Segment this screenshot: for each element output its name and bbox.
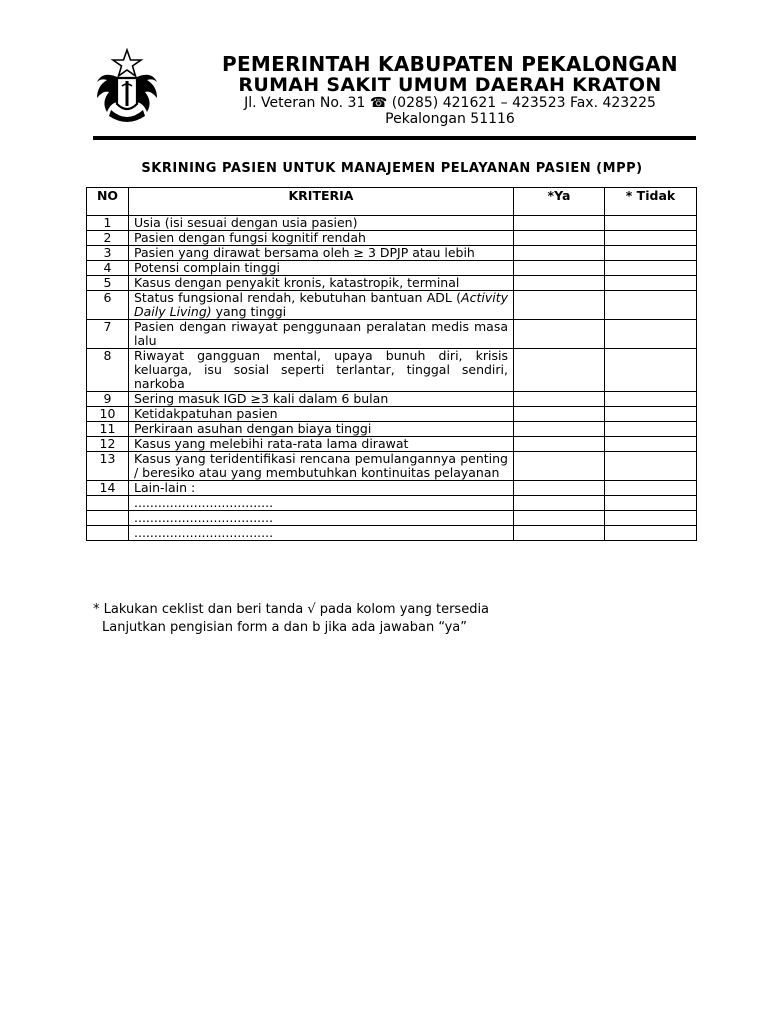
column-header-no-answer: * Tidak xyxy=(605,188,697,216)
row-criteria: Kasus yang melebihi rata-rata lama dirawat xyxy=(129,437,514,452)
yes-checkbox-cell[interactable] xyxy=(514,422,605,437)
row-number: 4 xyxy=(87,261,129,276)
footnote-instruction: * Lakukan ceklist dan beri tanda √ pada kolom yang tersedia xyxy=(93,602,490,617)
table-row xyxy=(87,291,697,320)
row-criteria: Pasien dengan riwayat penggunaan peralatan medis masa lalu xyxy=(129,320,514,349)
header-divider xyxy=(93,136,696,140)
table-row xyxy=(87,437,697,452)
row-number: 6 xyxy=(87,291,129,320)
yes-checkbox-cell[interactable] xyxy=(514,246,605,261)
row-number: 13 xyxy=(87,452,129,481)
no-checkbox-cell[interactable] xyxy=(605,392,697,407)
no-checkbox-cell[interactable] xyxy=(605,231,697,246)
column-header-no: NO xyxy=(87,188,129,216)
no-checkbox-cell[interactable] xyxy=(605,437,697,452)
yes-checkbox-cell[interactable] xyxy=(514,231,605,246)
row-number: 14 xyxy=(87,481,129,496)
row-number xyxy=(87,526,129,541)
no-checkbox-cell[interactable] xyxy=(605,481,697,496)
no-checkbox-cell[interactable] xyxy=(605,496,697,511)
row-criteria: Pasien dengan fungsi kognitif rendah xyxy=(129,231,514,246)
table-row xyxy=(87,276,697,291)
criteria-text: Status fungsional rendah, kebutuhan bantuan ADL ( xyxy=(134,290,462,305)
table-header-row xyxy=(87,188,697,216)
no-checkbox-cell[interactable] xyxy=(605,511,697,526)
row-criteria: Perkiraan asuhan dengan biaya tinggi xyxy=(129,422,514,437)
footnote-continuation: Lanjutkan pengisian form a dan b jika ada jawaban “ya” xyxy=(102,620,467,635)
yes-checkbox-cell[interactable] xyxy=(514,276,605,291)
row-number: 2 xyxy=(87,231,129,246)
other-criteria-field[interactable]: ................................... xyxy=(129,526,514,541)
no-checkbox-cell[interactable] xyxy=(605,276,697,291)
address-street: Jl. Veteran No. 31 xyxy=(244,95,366,111)
yes-checkbox-cell[interactable] xyxy=(514,526,605,541)
row-criteria: Ketidakpatuhan pasien xyxy=(129,407,514,422)
table-row xyxy=(87,216,697,231)
yes-checkbox-cell[interactable] xyxy=(514,216,605,231)
hospital-address xyxy=(170,95,730,111)
table-row xyxy=(87,526,697,541)
no-checkbox-cell[interactable] xyxy=(605,349,697,392)
other-criteria-field[interactable]: ................................... xyxy=(129,496,514,511)
row-criteria: Lain-lain : xyxy=(129,481,514,496)
criteria-italic-text: Activity Daily Living) xyxy=(134,290,508,319)
no-checkbox-cell[interactable] xyxy=(605,422,697,437)
telephone-icon: ☎ xyxy=(369,95,388,111)
row-criteria: Kasus yang teridentifikasi rencana pemulangannya penting / beresiko atau yang membutuhkan kontinuitas pelayanan xyxy=(129,452,514,481)
yes-checkbox-cell[interactable] xyxy=(514,437,605,452)
yes-checkbox-cell[interactable] xyxy=(514,496,605,511)
table-row xyxy=(87,261,697,276)
yes-checkbox-cell[interactable] xyxy=(514,452,605,481)
table-row xyxy=(87,392,697,407)
row-number: 3 xyxy=(87,246,129,261)
table-row xyxy=(87,481,697,496)
table-row xyxy=(87,407,697,422)
table-row xyxy=(87,349,697,392)
no-checkbox-cell[interactable] xyxy=(605,216,697,231)
no-checkbox-cell[interactable] xyxy=(605,320,697,349)
table-row xyxy=(87,422,697,437)
table-row xyxy=(87,452,697,481)
row-criteria: Usia (isi sesuai dengan usia pasien) xyxy=(129,216,514,231)
organization-name: PEMERINTAH KABUPATEN PEKALONGAN xyxy=(222,52,678,76)
table-row xyxy=(87,246,697,261)
row-number xyxy=(87,496,129,511)
row-number: 8 xyxy=(87,349,129,392)
row-criteria: Riwayat gangguan mental, upaya bunuh diri, krisis keluarga, isu sosial seperti terlantar, tinggal sendiri, narkoba xyxy=(129,349,514,392)
row-number: 11 xyxy=(87,422,129,437)
row-number: 9 xyxy=(87,392,129,407)
column-header-criteria: KRITERIA xyxy=(129,188,514,216)
criteria-text: yang tinggi xyxy=(211,304,287,319)
row-number: 7 xyxy=(87,320,129,349)
row-number: 10 xyxy=(87,407,129,422)
form-title: SKRINING PASIEN UNTUK MANAJEMEN PELAYANAN PASIEN (MPP) xyxy=(141,161,643,176)
yes-checkbox-cell[interactable] xyxy=(514,261,605,276)
hospital-name: RUMAH SAKIT UMUM DAERAH KRATON xyxy=(238,74,662,96)
row-number xyxy=(87,511,129,526)
table-row xyxy=(87,496,697,511)
regency-emblem-icon xyxy=(93,48,161,126)
yes-checkbox-cell[interactable] xyxy=(514,511,605,526)
row-criteria: Sering masuk IGD ≥3 kali dalam 6 bulan xyxy=(129,392,514,407)
yes-checkbox-cell[interactable] xyxy=(514,392,605,407)
yes-checkbox-cell[interactable] xyxy=(514,320,605,349)
yes-checkbox-cell[interactable] xyxy=(514,407,605,422)
table-row xyxy=(87,231,697,246)
no-checkbox-cell[interactable] xyxy=(605,261,697,276)
other-criteria-field[interactable]: ................................... xyxy=(129,511,514,526)
row-number: 1 xyxy=(87,216,129,231)
table-row xyxy=(87,320,697,349)
yes-checkbox-cell[interactable] xyxy=(514,349,605,392)
no-checkbox-cell[interactable] xyxy=(605,246,697,261)
no-checkbox-cell[interactable] xyxy=(605,291,697,320)
table-row xyxy=(87,511,697,526)
row-criteria xyxy=(129,291,514,320)
no-checkbox-cell[interactable] xyxy=(605,452,697,481)
row-criteria: Potensi complain tinggi xyxy=(129,261,514,276)
column-header-yes: *Ya xyxy=(514,188,605,216)
no-checkbox-cell[interactable] xyxy=(605,526,697,541)
yes-checkbox-cell[interactable] xyxy=(514,481,605,496)
row-number: 12 xyxy=(87,437,129,452)
screening-table xyxy=(86,187,697,541)
no-checkbox-cell[interactable] xyxy=(605,407,697,422)
row-criteria: Kasus dengan penyakit kronis, katastropik, terminal xyxy=(129,276,514,291)
row-number: 5 xyxy=(87,276,129,291)
address-contacts: (0285) 421621 – 423523 Fax. 423225 xyxy=(391,95,656,111)
hospital-city: Pekalongan 51116 xyxy=(385,111,515,127)
row-criteria: Pasien yang dirawat bersama oleh ≥ 3 DPJP atau lebih xyxy=(129,246,514,261)
yes-checkbox-cell[interactable] xyxy=(514,291,605,320)
